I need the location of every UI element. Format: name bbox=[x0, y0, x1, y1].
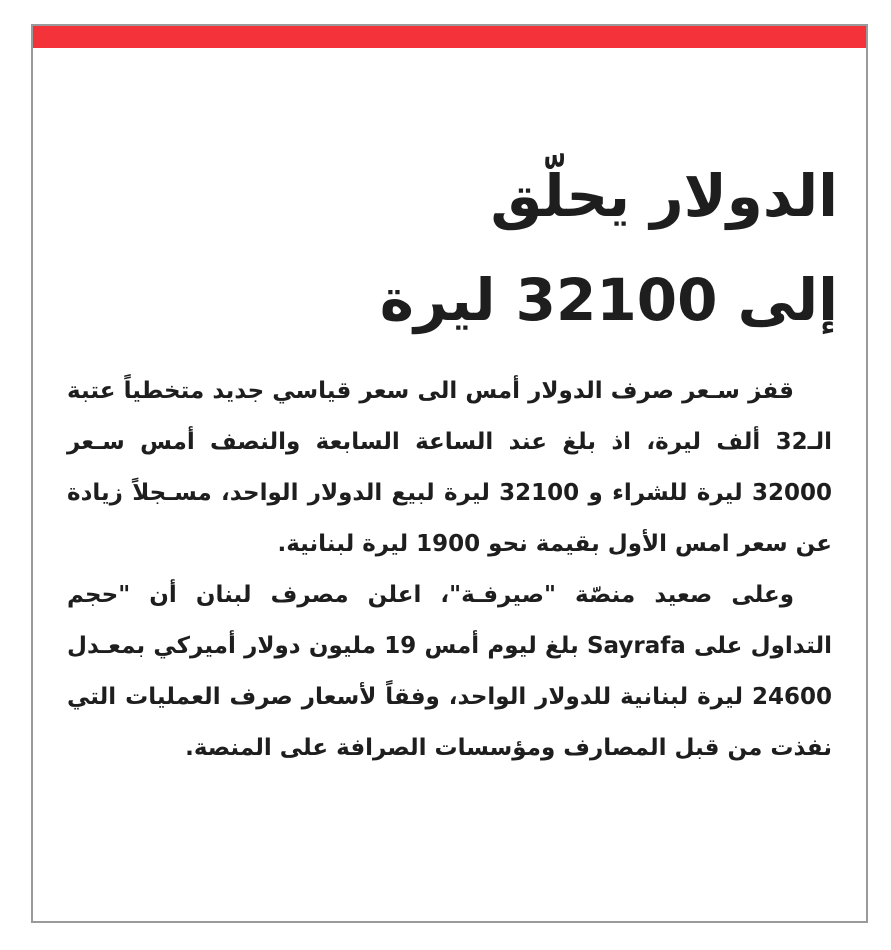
headline-line-1: الدولار يحلّق bbox=[490, 162, 838, 230]
body-paragraph-2: وعلى صعيد منصّة "صيرفـة"، اعلن مصرف لبنان أن "حجم التداول على Sayrafa بلغ ليوم أمس 19 مليون دولار أميركي بمعـدل 24600 ليرة لبنانية للدولار الواحد، وفقاً لأسعار صرف العمليات التي نفذت من قبل المصارف ومؤسسات الصرافة على المنصة. bbox=[67, 582, 832, 761]
headline-line-2: إلى 32100 ليرة bbox=[379, 266, 838, 334]
article-card bbox=[31, 24, 868, 923]
body-paragraph-1: قفز سـعر صرف الدولار أمس الى سعر قياسي جديد متخطياً عتبة الـ32 ألف ليرة، اذ بلغ عند الساعة السابعة والنصف أمس سـعر 32000 ليرة للشراء و 32100 ليرة لبيع الدولار الواحد، مسـجلاً زيادة عن سعر امس الأول بقيمة نحو 1900 ليرة لبنانية. bbox=[67, 378, 832, 557]
red-accent-bar bbox=[33, 26, 866, 48]
article-body bbox=[67, 366, 832, 774]
article-headline bbox=[61, 144, 838, 352]
